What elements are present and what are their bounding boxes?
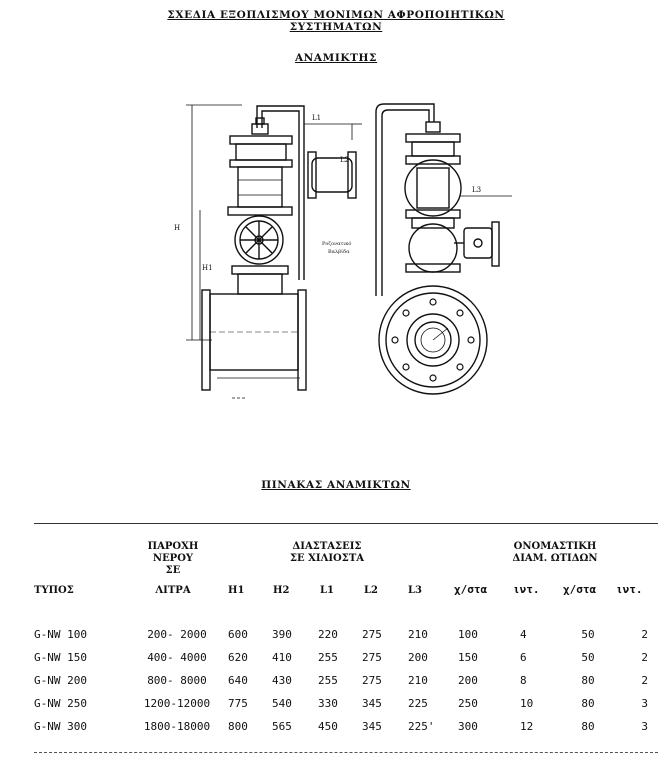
cell-l1: 330 xyxy=(318,697,338,710)
table-row xyxy=(34,715,648,738)
cell-h2: 410 xyxy=(272,651,292,664)
cell-l2: 275 xyxy=(362,651,382,664)
drawing-note-1: Ροζονατικό xyxy=(322,241,352,247)
header-dimensions-line-2: ΣΕ ΧΙΛΙΟΣΤΑ xyxy=(289,553,365,564)
header-nominal-line-1: ΟΝΟΜΑΣΤΙΚΗ xyxy=(513,541,597,552)
cell-l1: 255 xyxy=(318,651,338,664)
cell-foam-thread: 3 xyxy=(641,720,648,733)
cell-pipe-diameter: 200 xyxy=(458,674,478,687)
cell-l3: 200 xyxy=(408,651,428,664)
cell-type: G-NW 150 xyxy=(34,651,87,664)
cell-l3: 210 xyxy=(408,628,428,641)
header-h1: Η1 xyxy=(228,585,245,596)
cell-flow: 400- 4000 xyxy=(147,651,207,664)
drawing-label-h1: H1 xyxy=(202,264,213,272)
cell-foam-diameter: 80 xyxy=(581,720,595,733)
cell-h1: 775 xyxy=(228,697,248,710)
header-l1: L1 xyxy=(320,585,334,596)
table-title: ΠΙΝΑΚΑΣ ΑΝΑΜΙΚΤΩΝ xyxy=(261,479,411,491)
cell-pipe-thread: 6 xyxy=(520,651,527,664)
document-title-line-1: ΣΧΕΔΙΑ ΕΞΟΠΛΙΣΜΟΥ ΜΟΝΙΜΩΝ ΑΦΡΟΠΟΙΗΤΙΚΩΝ xyxy=(167,9,505,21)
drawing-note-2: Βαλβίδα xyxy=(328,249,350,255)
cell-type: G-NW 200 xyxy=(34,674,87,687)
cell-pipe-diameter: 300 xyxy=(458,720,478,733)
cell-foam-thread: 2 xyxy=(641,628,648,641)
cell-h1: 600 xyxy=(228,628,248,641)
drawing-label-l3: L3 xyxy=(472,186,482,194)
cell-l2: 345 xyxy=(362,720,382,733)
cell-pipe-thread: 10 xyxy=(520,697,534,710)
cell-pipe-thread: 12 xyxy=(520,720,534,733)
header-pipe-diameter: χ/στα xyxy=(454,583,488,596)
cell-foam-thread: 2 xyxy=(641,674,648,687)
cell-l1: 450 xyxy=(318,720,338,733)
cell-h1: 800 xyxy=(228,720,248,733)
header-pipe-thread: ιντ. xyxy=(513,583,540,596)
cell-foam-thread: 2 xyxy=(641,651,648,664)
cell-h1: 620 xyxy=(228,651,248,664)
header-l3: L3 xyxy=(408,585,422,596)
table-bottom-rule xyxy=(34,752,658,753)
cell-l3: 225 xyxy=(408,697,428,710)
cell-flow: 200- 2000 xyxy=(147,628,207,641)
cell-type: G-NW 100 xyxy=(34,628,87,641)
table-row xyxy=(34,623,648,646)
cell-type: G-NW 250 xyxy=(34,697,87,710)
cell-h2: 540 xyxy=(272,697,292,710)
cell-h2: 390 xyxy=(272,628,292,641)
cell-foam-diameter: 50 xyxy=(581,651,595,664)
cell-foam-diameter: 80 xyxy=(581,697,595,710)
cell-flow: 1200-12000 xyxy=(143,697,211,710)
cell-l3: 225' xyxy=(408,720,435,733)
document-title-line-2: ΣΥΣΤΗΜΑΤΩΝ xyxy=(289,21,383,33)
side-view xyxy=(174,105,356,398)
cell-type: G-NW 300 xyxy=(34,720,87,733)
document-subtitle: ΑΝΑΜΙΚΤΗΣ xyxy=(294,52,378,64)
cell-h2: 565 xyxy=(272,720,292,733)
header-nominal-line-2: ΔΙΑΜ. ΩΤΙΔΩΝ xyxy=(512,553,598,564)
header-h2: Η2 xyxy=(273,585,290,596)
drawing-label-h: H xyxy=(174,224,181,232)
cell-pipe-diameter: 250 xyxy=(458,697,478,710)
cell-l2: 275 xyxy=(362,628,382,641)
cell-flow: 800- 8000 xyxy=(147,674,207,687)
mixer-table xyxy=(34,623,648,738)
cell-l2: 275 xyxy=(362,674,382,687)
cell-h1: 640 xyxy=(228,674,248,687)
drawing-label-l1: L1 xyxy=(312,114,322,122)
table-row xyxy=(34,692,648,715)
cell-l3: 210 xyxy=(408,674,428,687)
cell-h2: 430 xyxy=(272,674,292,687)
cell-pipe-diameter: 150 xyxy=(458,651,478,664)
mixer-technical-drawing xyxy=(172,100,522,410)
cell-foam-diameter: 80 xyxy=(581,674,595,687)
cell-pipe-thread: 4 xyxy=(520,628,527,641)
front-view xyxy=(340,104,512,394)
cell-l2: 345 xyxy=(362,697,382,710)
cell-l1: 220 xyxy=(318,628,338,641)
header-flow-line-3: ΣΕ xyxy=(165,565,181,576)
table-top-rule xyxy=(34,523,658,524)
header-foam-thread: ιντ. xyxy=(616,583,643,596)
header-type: ΤΥΠΟΣ xyxy=(34,585,74,596)
header-foam-diameter: χ/στα xyxy=(563,583,597,596)
cell-foam-thread: 3 xyxy=(641,697,648,710)
cell-foam-diameter: 50 xyxy=(581,628,595,641)
cell-pipe-diameter: 100 xyxy=(458,628,478,641)
table-row xyxy=(34,669,648,692)
header-flow-line-4: ΛΙΤΡΑ xyxy=(155,585,191,596)
cell-pipe-thread: 8 xyxy=(520,674,527,687)
header-l2: L2 xyxy=(364,585,378,596)
header-flow-line-1: ΠΑΡΟΧΗ xyxy=(147,541,199,552)
header-dimensions-line-1: ΔΙΑΣΤΑΣΕΙΣ xyxy=(292,541,362,552)
table-row xyxy=(34,646,648,669)
cell-l1: 255 xyxy=(318,674,338,687)
drawing-label-l2: L2 xyxy=(340,156,350,164)
cell-flow: 1800-18000 xyxy=(143,720,211,733)
header-flow-line-2: ΝΕΡΟΥ xyxy=(152,553,194,564)
